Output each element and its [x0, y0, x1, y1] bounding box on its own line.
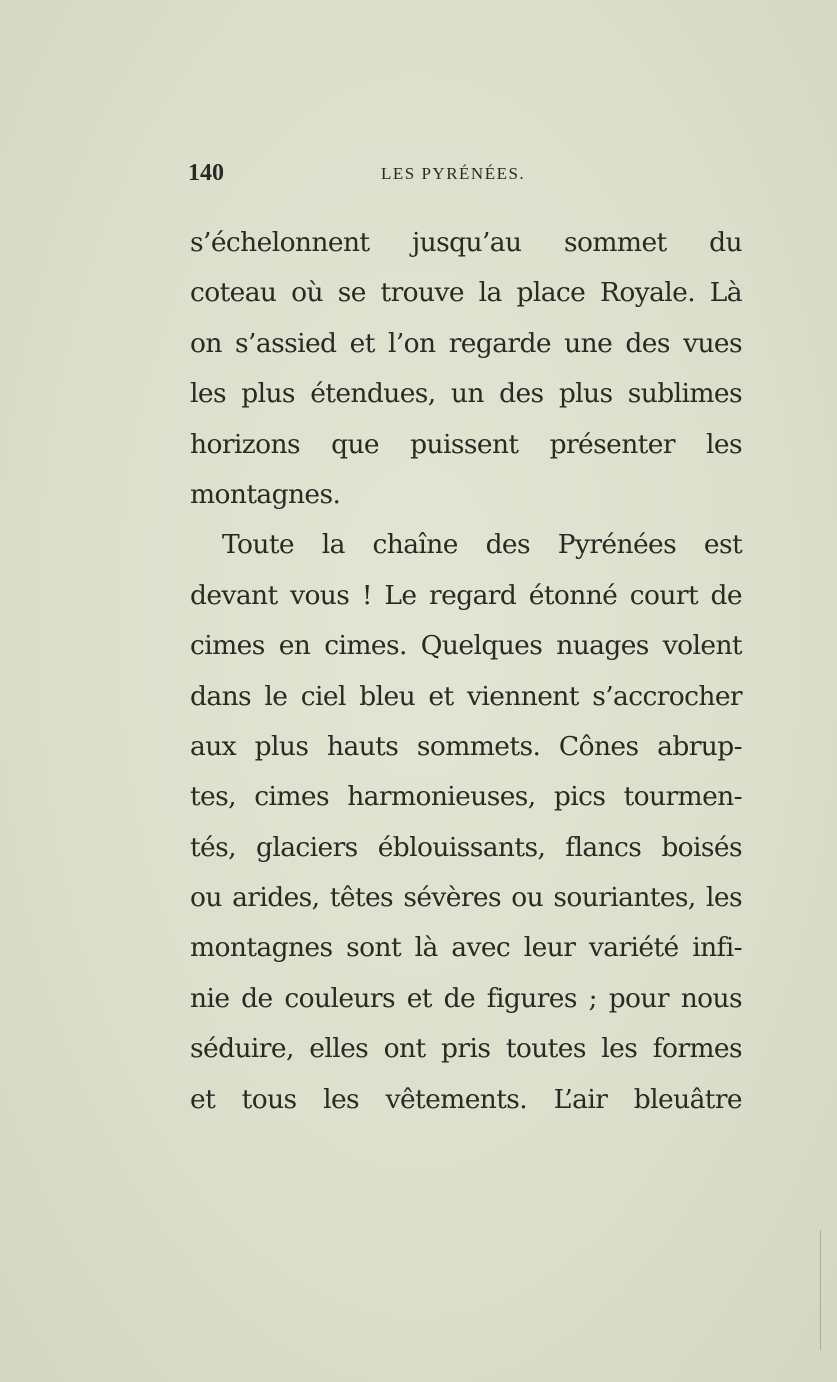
- text-line: les plus étendues, un des plus sublimes: [190, 378, 742, 410]
- text-line: tes, cimes harmonieuses, pics tourmen-: [190, 781, 742, 813]
- body-text: [190, 218, 742, 1125]
- text-line: devant vous ! Le regard étonné court de: [190, 579, 742, 611]
- paragraph: [190, 520, 742, 1125]
- text-line: coteau où se trouve la place Royale. Là: [190, 277, 742, 309]
- text-line: aux plus hauts sommets. Cônes abrup-: [190, 730, 742, 762]
- text-line: Toute la chaîne des Pyrénées est: [222, 529, 742, 561]
- text-line: tés, glaciers éblouissants, flancs boisés: [190, 831, 742, 863]
- text-line: et tous les vêtements. L’air bleuâtre: [190, 1083, 742, 1115]
- page-header: [188, 160, 748, 190]
- paragraph: [190, 218, 742, 520]
- text-line: montagnes sont là avec leur variété infi-: [190, 932, 742, 964]
- text-line: nie de couleurs et de figures ; pour nous: [190, 982, 742, 1014]
- text-line: s’échelonnent jusqu’au sommet du: [190, 227, 742, 258]
- running-head: LES PYRÉNÉES.: [381, 164, 526, 183]
- text-line: dans le ciel bleu et viennent s’accrocher: [190, 680, 742, 712]
- page-edge-mark: [820, 1230, 821, 1350]
- text-line: séduire, elles ont pris toutes les formes: [190, 1033, 742, 1065]
- page-number: 140: [188, 160, 224, 186]
- text-line: on s’assied et l’on regarde une des vues: [190, 327, 742, 359]
- text-line: montagnes.: [190, 478, 341, 510]
- text-line: cimes en cimes. Quelques nuages volent: [190, 630, 742, 662]
- text-line: ou arides, têtes sévères ou souriantes, les: [190, 882, 742, 914]
- text-line: horizons que puissent présenter les: [190, 428, 742, 460]
